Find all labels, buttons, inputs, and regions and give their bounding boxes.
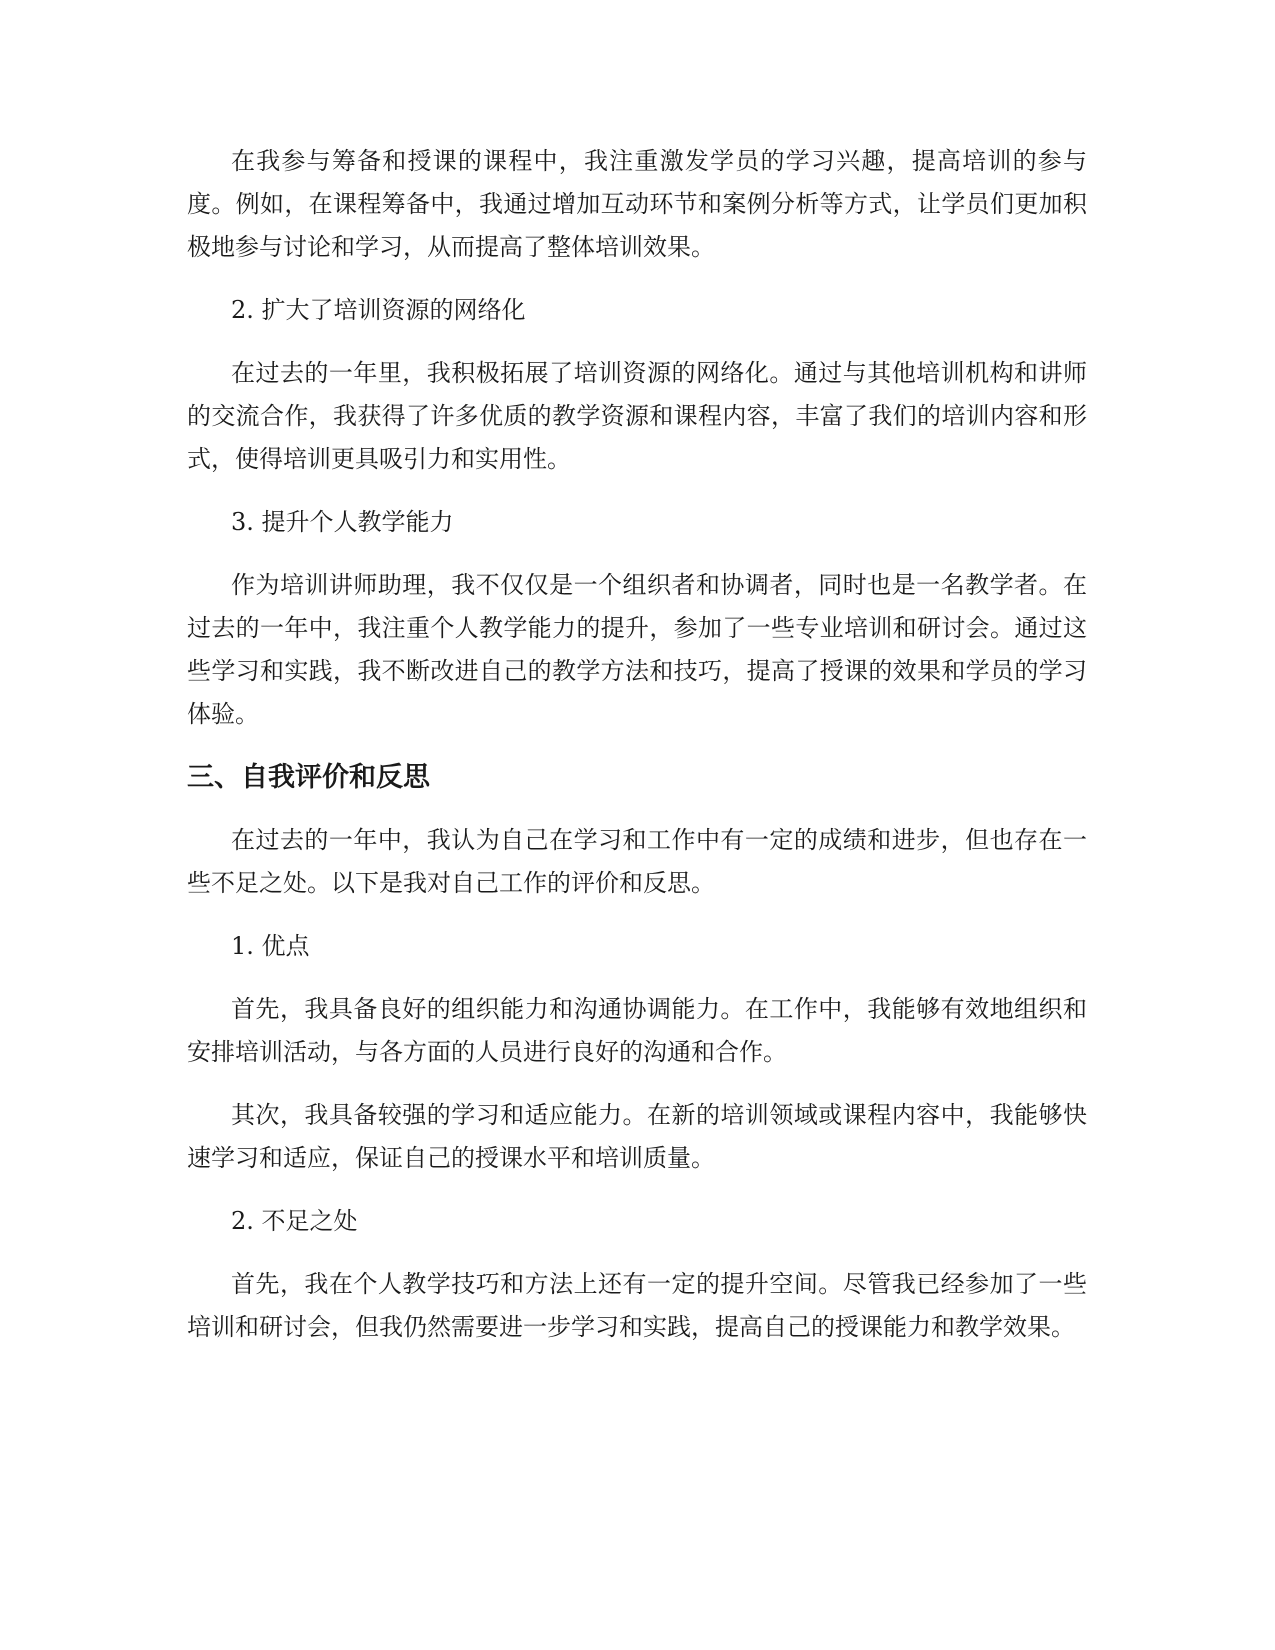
section-heading-self-evaluation: 三、自我评价和反思 bbox=[187, 762, 430, 793]
subheading-teaching-ability: 3. 提升个人教学能力 bbox=[231, 508, 454, 536]
subheading-strengths: 1. 优点 bbox=[231, 932, 310, 960]
paragraph-strength-learning: 其次，我具备较强的学习和适应能力。在新的培训领域或课程内容中，我能够快速学习和适应，保证自己的授课水平和培训质量。 bbox=[187, 1101, 1087, 1172]
paragraph-resource-network: 在过去的一年里，我积极拓展了培训资源的网络化。通过与其他培训机构和讲师的交流合作，我获得了许多优质的教学资源和课程内容，丰富了我们的培训内容和形式，使得培训更具吸引力和实用性。 bbox=[187, 359, 1087, 473]
document-page bbox=[187, 140, 1087, 1369]
paragraph-participation: 在我参与筹备和授课的课程中，我注重激发学员的学习兴趣，提高培训的参与度。例如，在课程筹备中，我通过增加互动环节和案例分析等方式，让学员们更加积极地参与讨论和学习，从而提高了整体培训效果。 bbox=[187, 147, 1087, 261]
paragraph-strength-organization: 首先，我具备良好的组织能力和沟通协调能力。在工作中，我能够有效地组织和安排培训活动，与各方面的人员进行良好的沟通和合作。 bbox=[187, 995, 1087, 1066]
subheading-weaknesses: 2. 不足之处 bbox=[231, 1207, 358, 1235]
subheading-resource-network: 2. 扩大了培训资源的网络化 bbox=[231, 296, 526, 324]
paragraph-teaching-ability: 作为培训讲师助理，我不仅仅是一个组织者和协调者，同时也是一名教学者。在过去的一年中，我注重个人教学能力的提升，参加了一些专业培训和研讨会。通过这些学习和实践，我不断改进自己的教学方法和技巧，提高了授课的效果和学员的学习体验。 bbox=[187, 571, 1087, 728]
paragraph-weakness-teaching: 首先，我在个人教学技巧和方法上还有一定的提升空间。尽管我已经参加了一些培训和研讨会，但我仍然需要进一步学习和实践，提高自己的授课能力和教学效果。 bbox=[187, 1270, 1087, 1341]
paragraph-self-evaluation-intro: 在过去的一年中，我认为自己在学习和工作中有一定的成绩和进步，但也存在一些不足之处。以下是我对自己工作的评价和反思。 bbox=[187, 826, 1087, 897]
